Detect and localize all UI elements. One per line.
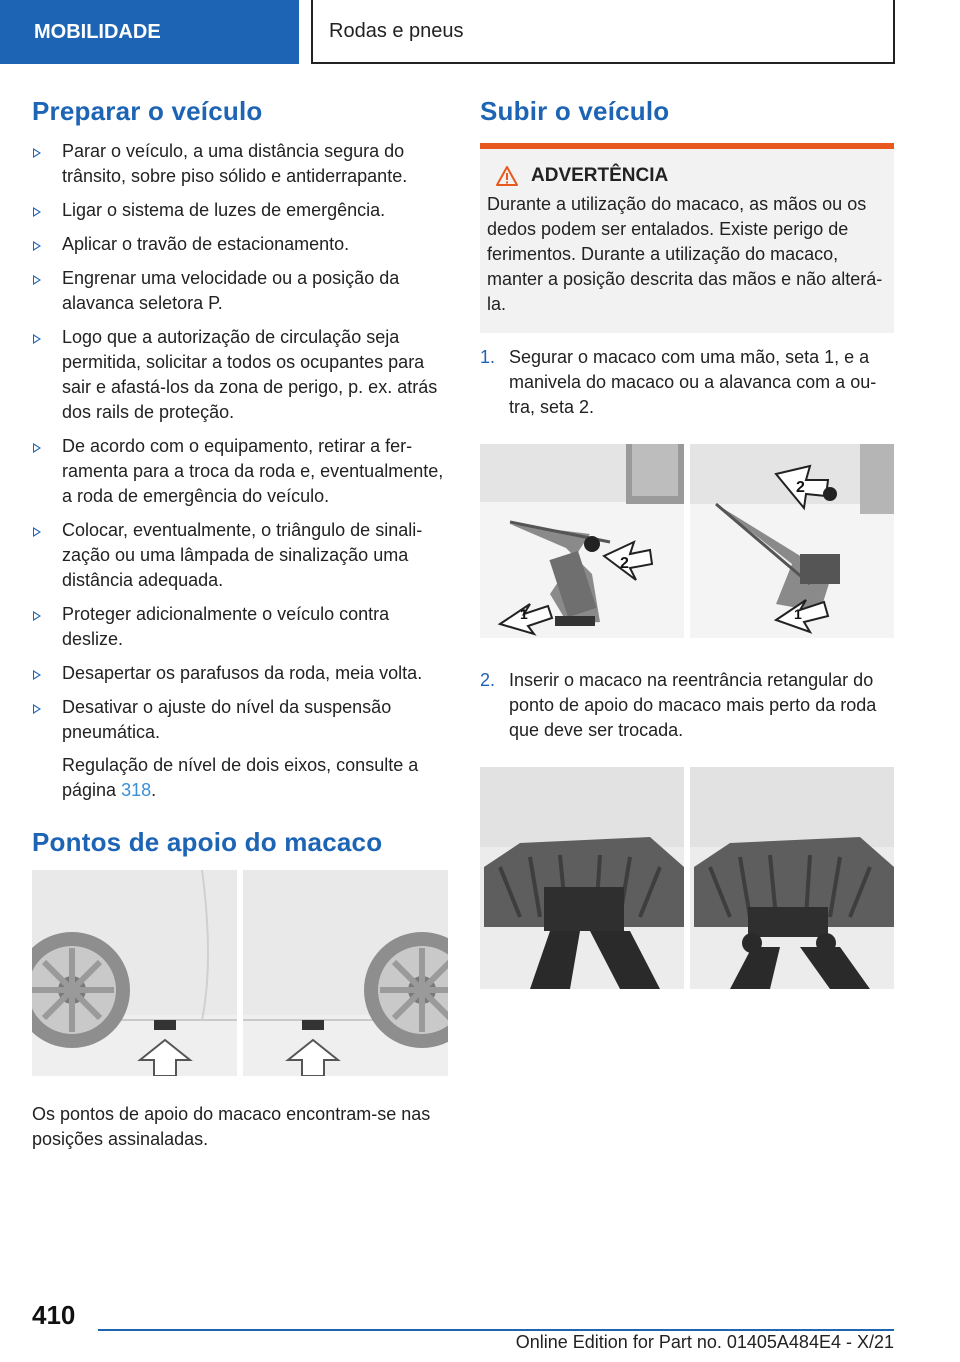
warning-triangle-icon (495, 165, 519, 187)
arrow-label: 1 (520, 606, 528, 622)
triangle-right-icon (33, 207, 41, 217)
lift-steps-list (480, 345, 894, 420)
lift-steps-list-cont (480, 668, 894, 743)
jack-insertion-illustration (480, 767, 894, 989)
list-item: Parar o veículo, a uma distância segura do trânsito, sobre piso sólido e antiderrapante. (32, 139, 448, 189)
section-tab (0, 0, 299, 64)
section-heading-jack-points: Pontos de apoio do macaco (32, 827, 383, 857)
triangle-right-icon (33, 443, 41, 453)
page-link[interactable]: 318 (121, 780, 152, 800)
step-number: 2. (480, 670, 496, 690)
section-title: MOBILIDADE (34, 20, 161, 43)
jack-points-illustration (32, 870, 448, 1076)
jack-points-caption: Os pontos de apoio do macaco encontram-se nas posições assinaladas. (32, 1104, 431, 1149)
prepare-steps-list (32, 139, 448, 803)
list-item: 2. Inserir o macaco na reentrância retangular do ponto de apoio do macaco mais perto da roda que deve ser trocada. (480, 670, 877, 740)
list-item: Desapertar os parafusos da roda, meia volta. (32, 661, 448, 686)
triangle-right-icon (33, 611, 41, 621)
jack-points-figure (32, 870, 448, 1076)
step-number: 1. (480, 347, 496, 367)
section-heading-lift: Subir o veículo (480, 96, 670, 126)
arrow-label: 1 (794, 606, 802, 622)
list-item: De acordo com o equipamento, retirar a ferramenta para a troca da roda e, eventualmente, a roda de emergência do veículo. (32, 434, 448, 509)
list-item: Aplicar o travão de estacionamento. (32, 232, 448, 257)
jack-handling-illustration (480, 444, 894, 638)
arrow-label: 2 (620, 555, 629, 572)
list-item: Ligar o sistema de luzes de emergência. (32, 198, 448, 223)
triangle-right-icon (33, 334, 41, 344)
right-column (480, 96, 894, 989)
list-item: Desativar o ajuste do nível da suspensão pneumática. Regulação de nível de dois eixos, consulte a página 318. (32, 695, 448, 803)
footer-rule (98, 1329, 894, 1331)
chapter-title: Rodas e pneus (329, 19, 464, 42)
warning-text: Durante a utilização do macaco, as mãos ou os dedos podem ser entalados. Existe perigo de ferimentos. Durante a utilização do macaco, manter a posição descrita das mãos e não alterá-la. (487, 194, 883, 314)
jack-insertion-figure (480, 767, 894, 989)
triangle-right-icon (33, 670, 41, 680)
left-column (32, 96, 448, 1152)
list-item: Logo que a autorização de circulação seja permitida, solicitar a todos os ocupantes para sair e afastá-los da zona de perigo, p. ex. atrás dos rails de proteção. (32, 325, 448, 425)
warning-header (487, 163, 886, 188)
warning-label: ADVERTÊNCIA (531, 165, 669, 186)
triangle-right-icon (33, 527, 41, 537)
edition-text: Online Edition for Part no. 01405A484E4 - X/21 (515, 1332, 894, 1352)
list-item: Colocar, eventualmente, o triângulo de sinalização ou uma lâmpada de sinalização uma distância adequada. (32, 518, 448, 593)
triangle-right-icon (33, 275, 41, 285)
arrow-label: 2 (796, 479, 805, 496)
level-note: Regulação de nível de dois eixos, consulte a página 318. (62, 755, 419, 800)
triangle-right-icon (33, 148, 41, 158)
warning-box (480, 143, 894, 333)
triangle-right-icon (33, 704, 41, 714)
jack-handling-figure (480, 444, 894, 638)
section-heading-prepare: Preparar o veículo (32, 96, 263, 126)
page-number: 410 (32, 1300, 76, 1330)
chapter-tab (311, 0, 895, 64)
list-item: 1. Segurar o macaco com uma mão, seta 1, e a manivela do macaco ou a alavanca com a outra, seta 2. (480, 347, 877, 417)
list-item: Proteger adicionalmente o veículo contra deslize. (32, 602, 448, 652)
triangle-right-icon (33, 241, 41, 251)
list-item: Engrenar uma velocidade ou a posição da alavanca seletora P. (32, 266, 448, 316)
